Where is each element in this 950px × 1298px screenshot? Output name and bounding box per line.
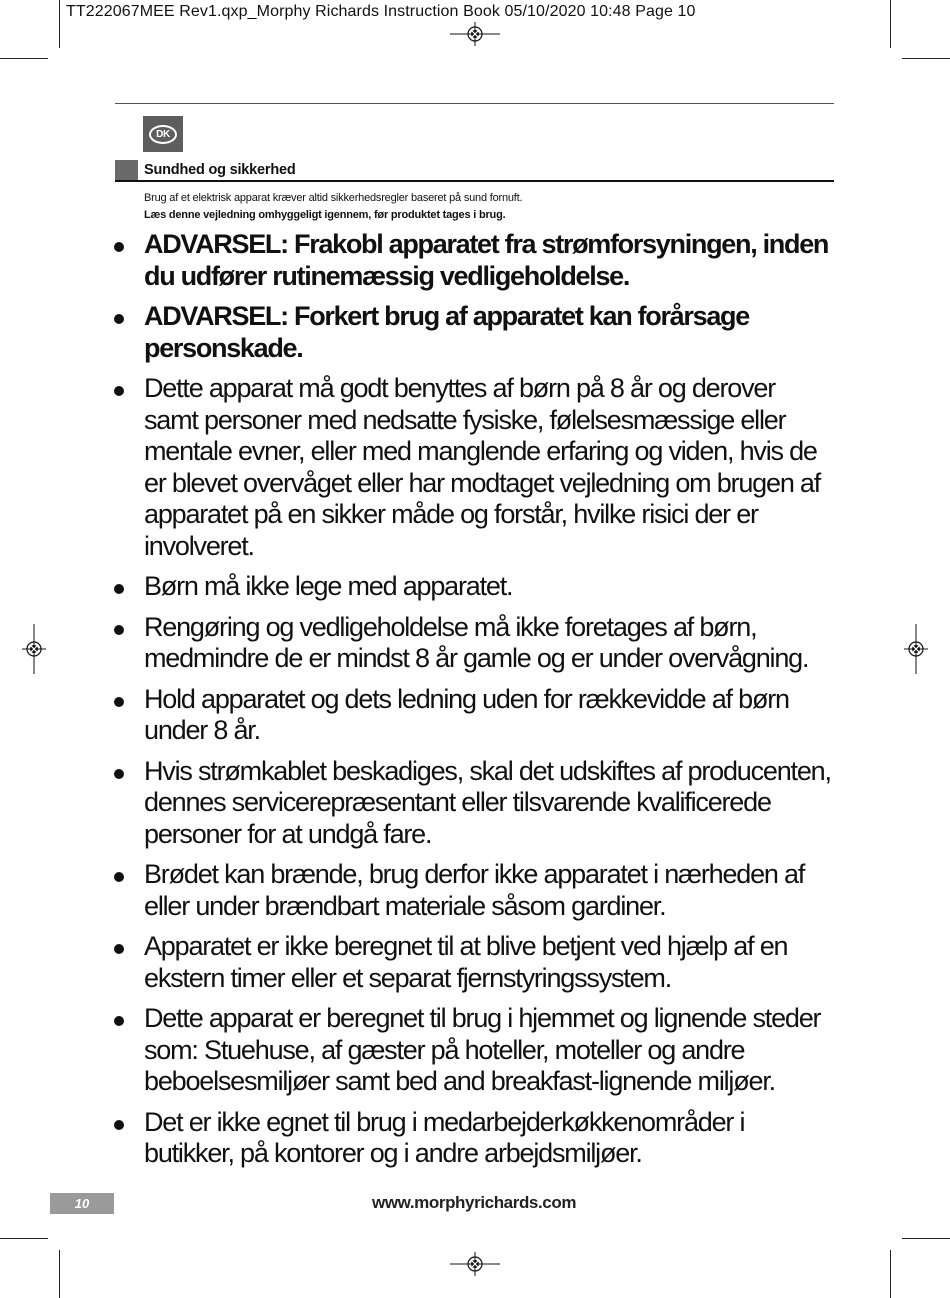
bullet-icon [114, 386, 124, 396]
item-text: Hvis strømkablet beskadiges, skal det udskiftes af producenten, dennes servicerepræsentant eller tilsvarende kvalificerede personer for at undgå fare. [144, 755, 831, 849]
bullet-icon [114, 697, 124, 707]
section-intro: Brug af et elektrisk apparat kræver altid sikkerhedsregler baseret på sund fornuft. [144, 192, 523, 204]
item-text: Rengøring og vedligeholdelse må ikke foretages af børn, medmindre de er mindst 8 år gamle og er under overvågning. [144, 611, 809, 673]
section-intro-bold: Læs denne vejledning omhyggeligt igennem, før produktet tages i brug. [144, 209, 506, 221]
header-rule [115, 103, 834, 104]
bullet-icon [114, 242, 124, 252]
safety-item [114, 571, 834, 603]
bullet-icon [114, 584, 124, 594]
crop-mark-top-left-v [59, 0, 60, 48]
bullet-icon [114, 625, 124, 635]
bullet-icon [114, 1120, 124, 1130]
warning-item [114, 301, 834, 364]
item-text: Dette apparat må godt benyttes af børn på 8 år og derover samt personer med nedsatte fysiske, følelsesmæssige eller mentale evner, eller med manglende erfaring og viden, hvis de er blevet overvåget eller har modtaget vejledning om brugen af apparatet på en sikker måde og forstår, hvilke risici der er involveret. [144, 373, 821, 561]
crop-mark-top-left-h [0, 58, 48, 59]
safety-item [114, 684, 834, 747]
printer-slug: TT222067MEE Rev1.qxp_Morphy Richards Instruction Book 05/10/2020 10:48 Page 10 [66, 3, 696, 20]
safety-item [114, 1107, 834, 1170]
section-title: Sundhed og sikkerhed [144, 162, 296, 178]
safety-item [114, 756, 834, 851]
bullet-icon [114, 872, 124, 882]
registration-mark-top-icon [450, 22, 500, 46]
section-rule [115, 180, 834, 182]
safety-list [114, 229, 834, 1179]
item-text: Apparatet er ikke beregnet til at blive betjent ved hjælp af en ekstern timer eller et separat fjernstyringssystem. [144, 931, 788, 993]
item-text: Hold apparatet og dets ledning uden for rækkevidde af børn under 8 år. [144, 683, 789, 745]
item-text: ADVARSEL: Frakobl apparatet fra strømforsyningen, inden du udfører rutinemæssig vedligeholdelse. [144, 229, 829, 291]
section-marker [115, 160, 138, 180]
bullet-icon [114, 314, 124, 324]
crop-mark-bottom-right-h [902, 1238, 950, 1239]
registration-mark-bottom-icon [450, 1252, 500, 1276]
item-text: Børn må ikke lege med apparatet. [144, 571, 513, 601]
item-text: ADVARSEL: Forkert brug af apparatet kan forårsage personskade. [144, 301, 749, 363]
registration-mark-right-icon [904, 624, 928, 674]
registration-mark-left-icon [22, 624, 46, 674]
page-number: 10 [50, 1193, 114, 1214]
warning-item [114, 229, 834, 292]
crop-mark-bottom-left-v [59, 1250, 60, 1298]
crop-mark-bottom-left-h [0, 1238, 48, 1239]
crop-mark-bottom-right-v [890, 1250, 891, 1298]
bullet-icon [114, 769, 124, 779]
item-text: Brødet kan brænde, brug derfor ikke apparatet i nærheden af eller under brændbart materiale såsom gardiner. [144, 859, 805, 921]
safety-item [114, 859, 834, 922]
safety-item [114, 612, 834, 675]
footer-url: www.morphyrichards.com [372, 1193, 577, 1212]
language-badge [143, 116, 183, 152]
item-text: Dette apparat er beregnet til brug i hjemmet og lignende steder som: Stuehuse, af gæster på hoteller, moteller og andre beboelsesmiljøer samt bed and breakfast-lignende miljøer. [144, 1003, 821, 1096]
item-text: Det er ikke egnet til brug i medarbejderkøkkenområder i butikker, på kontorer og i andre arbejdsmiljøer. [144, 1106, 745, 1168]
safety-item [114, 1003, 834, 1098]
safety-item [114, 373, 834, 562]
language-badge-label: DK [149, 125, 177, 144]
crop-mark-top-right-h [902, 58, 950, 59]
crop-mark-top-right-v [890, 0, 891, 48]
bullet-icon [114, 944, 124, 954]
safety-item [114, 931, 834, 994]
bullet-icon [114, 1016, 124, 1026]
